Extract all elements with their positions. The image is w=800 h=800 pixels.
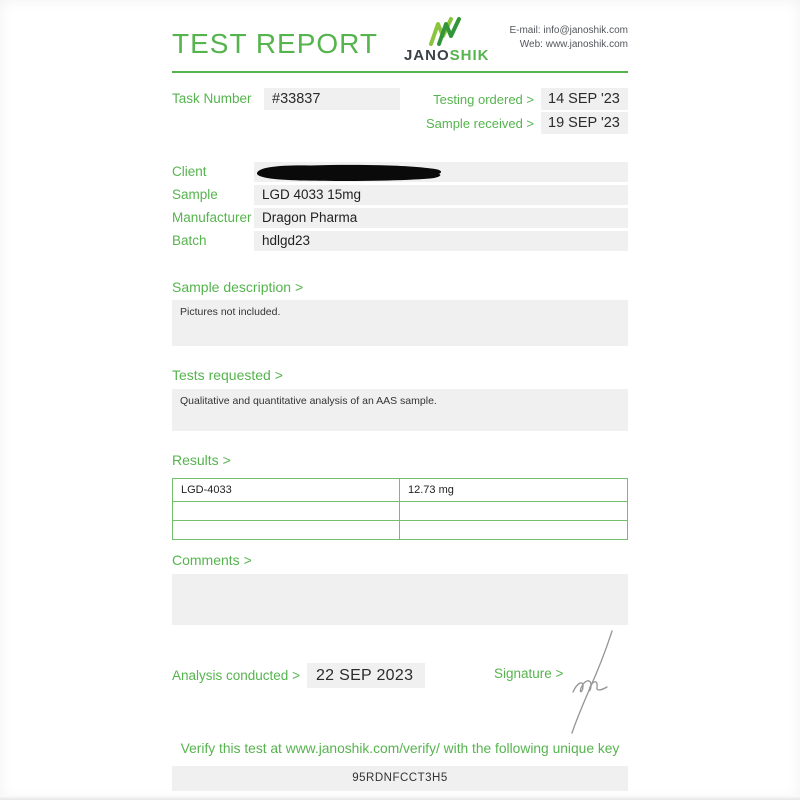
client-label: Client	[172, 164, 207, 179]
result-value: 12.73 mg	[400, 479, 628, 502]
client-value-field	[254, 162, 628, 182]
redaction-marker	[250, 163, 445, 182]
result-value	[400, 521, 628, 540]
sample-received-value: 19 SEP '23	[541, 112, 628, 134]
logo-wordmark	[404, 47, 490, 64]
sample-description-box: Pictures not included.	[172, 300, 628, 346]
email-line: E-mail: info@janoshik.com	[509, 25, 628, 36]
result-analyte	[173, 521, 400, 540]
analysis-conducted-row	[172, 663, 425, 688]
table-row	[173, 479, 628, 502]
sample-received-label: Sample received >	[425, 115, 534, 131]
chart-bars-icon	[425, 16, 469, 46]
task-number-label: Task Number	[172, 91, 252, 106]
task-number-row	[172, 88, 321, 110]
sample-description-label: Sample description >	[172, 279, 304, 295]
result-value	[400, 502, 628, 521]
sample-label: Sample	[172, 187, 218, 202]
batch-label: Batch	[172, 233, 207, 248]
table-row	[173, 502, 628, 521]
report-content	[172, 0, 628, 800]
client-row	[172, 162, 628, 182]
table-row	[173, 521, 628, 540]
comments-label: Comments >	[172, 552, 252, 568]
page-bottom-edge	[0, 795, 800, 800]
unique-key-box: 95RDNFCCT3H5	[172, 766, 628, 791]
result-analyte: LGD-4033	[173, 479, 400, 502]
logo-jano: JANO	[403, 47, 450, 64]
verify-text: Verify this test at www.janoshik.com/verify/ with the following unique key	[180, 741, 620, 756]
analysis-date-value: 22 SEP 2023	[307, 663, 425, 688]
results-table	[172, 478, 628, 540]
page-title: TEST REPORT	[172, 28, 379, 59]
tests-requested-label: Tests requested >	[172, 367, 283, 383]
tests-requested-box: Qualitative and quantitative analysis of an AAS sample.	[172, 389, 628, 431]
batch-row	[172, 231, 628, 251]
sample-row	[172, 185, 628, 205]
results-label: Results >	[172, 452, 231, 468]
manufacturer-row	[172, 208, 628, 228]
dates-block	[426, 88, 628, 136]
manufacturer-label: Manufacturer	[172, 210, 252, 225]
sample-info-block	[172, 162, 628, 254]
testing-ordered-value: 14 SEP '23	[541, 88, 628, 110]
sample-value: LGD 4033 15mg	[254, 185, 628, 205]
report-header	[172, 16, 628, 64]
janoshik-logo	[404, 16, 490, 64]
logo-shik: SHIK	[449, 47, 490, 64]
manufacturer-value: Dragon Pharma	[254, 208, 628, 228]
header-divider	[172, 71, 628, 73]
web-line: Web: www.janoshik.com	[519, 39, 628, 50]
task-number-value: #33837	[264, 88, 400, 110]
contact-info	[509, 24, 628, 64]
testing-ordered-row	[426, 88, 628, 110]
sample-received-row	[426, 112, 628, 134]
testing-ordered-label: Testing ordered >	[433, 91, 534, 107]
signature-scribble	[560, 628, 624, 736]
signature-label: Signature >	[494, 666, 564, 681]
analysis-conducted-label: Analysis conducted >	[172, 668, 300, 683]
result-analyte	[173, 502, 400, 521]
comments-box	[172, 574, 628, 625]
batch-value: hdlgd23	[254, 231, 628, 251]
